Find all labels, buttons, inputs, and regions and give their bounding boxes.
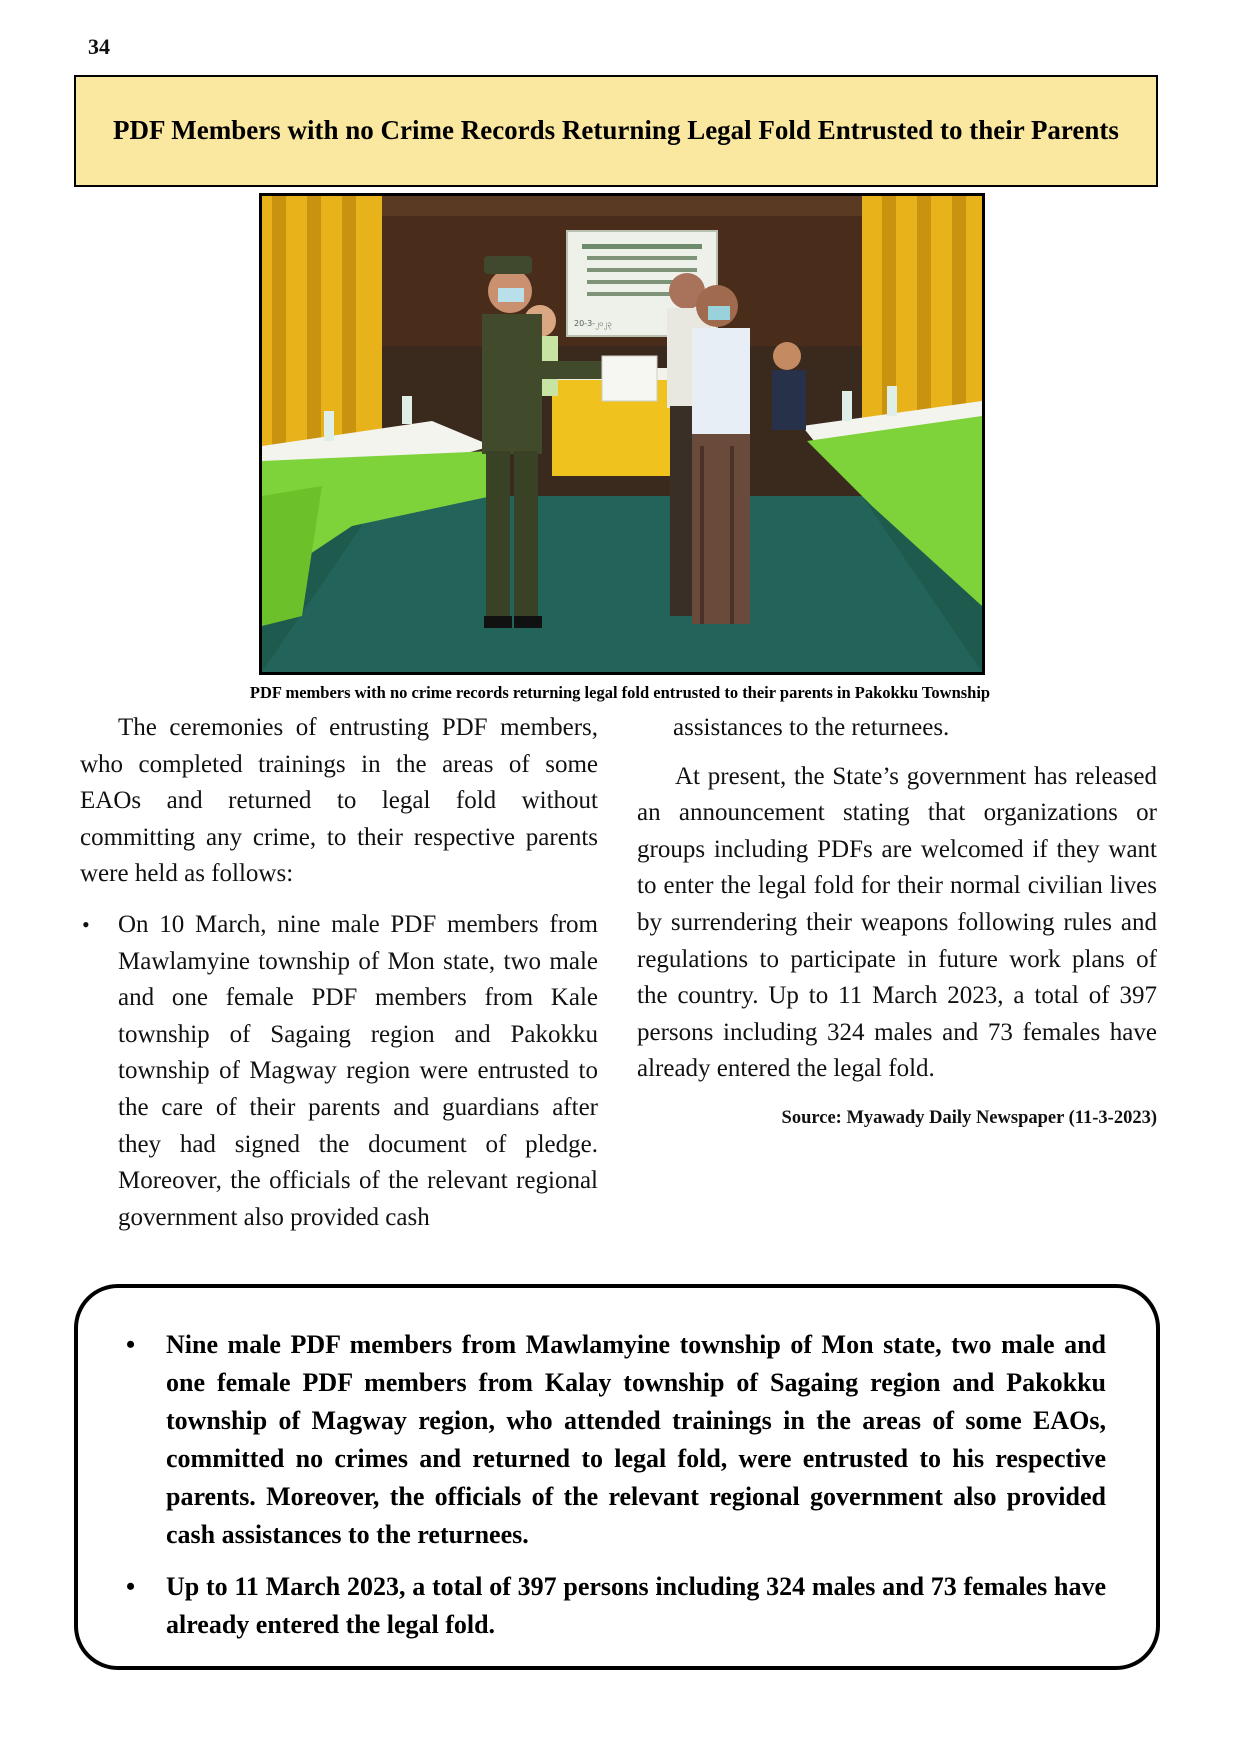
summary-item: [124, 1568, 1106, 1644]
banner-date: 20-3-၂၀၂၃: [574, 319, 612, 328]
list-item: [80, 907, 598, 1236]
page-number: 34: [88, 34, 110, 59]
ceremony-photo-illustration: [262, 196, 982, 672]
source-citation: Source: Myawady Daily Newspaper (11-3-2023): [781, 1107, 1157, 1128]
photo-caption: PDF members with no crime records returning legal fold entrusted to their parents in Pakokku Township: [249, 683, 991, 702]
ceremony-photo: [259, 193, 985, 675]
bullet-text: On 10 March, nine male PDF members from Mawlamyine township of Mon state, two male and one female PDF members from Kale township of Sagaing region and Pakokku township of Magway region were entrusted to the care of their parents and guardians after they had signed the document of pledge. Moreover, the officials of the relevant regional government also provided cash: [118, 910, 598, 1231]
left-column: [80, 710, 598, 1236]
title-box: [74, 75, 1158, 187]
summary-box: [74, 1284, 1160, 1670]
page-title: PDF Members with no Crime Records Returning Legal Fold Entrusted to their Parents: [113, 115, 1119, 146]
bullet-icon: •: [82, 911, 90, 937]
right-column: [637, 710, 1157, 1130]
summary-list: [124, 1326, 1106, 1644]
continuation-text: assistances to the returnees.: [673, 714, 950, 741]
bullet-icon: •: [126, 1330, 136, 1359]
body-paragraph: At present, the State’s government has released an announcement stating that organizations or groups including PDFs are welcomed if they want to enter the legal fold for their normal civilian lives by surrendering their weapons following rules and regulations to participate in future work plans of the country. Up to 11 March 2023, a total of 397 persons including 324 males and 73 females have already entered the legal fold.: [637, 762, 1157, 1083]
summary-item-text: Nine male PDF members from Mawlamyine township of Mon state, two male and one female PDF members from Kalay township of Sagaing region and Pakokku township of Magway region, who attended trainings in the areas of some EAOs, committed no crimes and returned to legal fold, were entrusted to his respective parents. Moreover, the officials of the relevant regional government also provided cash assistances to the returnees.: [166, 1330, 1106, 1549]
bullet-icon: •: [126, 1572, 136, 1601]
intro-paragraph: The ceremonies of entrusting PDF members, who completed trainings in the areas of some EAOs and returned to legal fold without committing any crime, to their respective parents were held as follows:: [80, 714, 598, 888]
summary-item-text: Up to 11 March 2023, a total of 397 persons including 324 males and 73 females have already entered the legal fold.: [166, 1572, 1106, 1639]
summary-item: [124, 1326, 1106, 1554]
